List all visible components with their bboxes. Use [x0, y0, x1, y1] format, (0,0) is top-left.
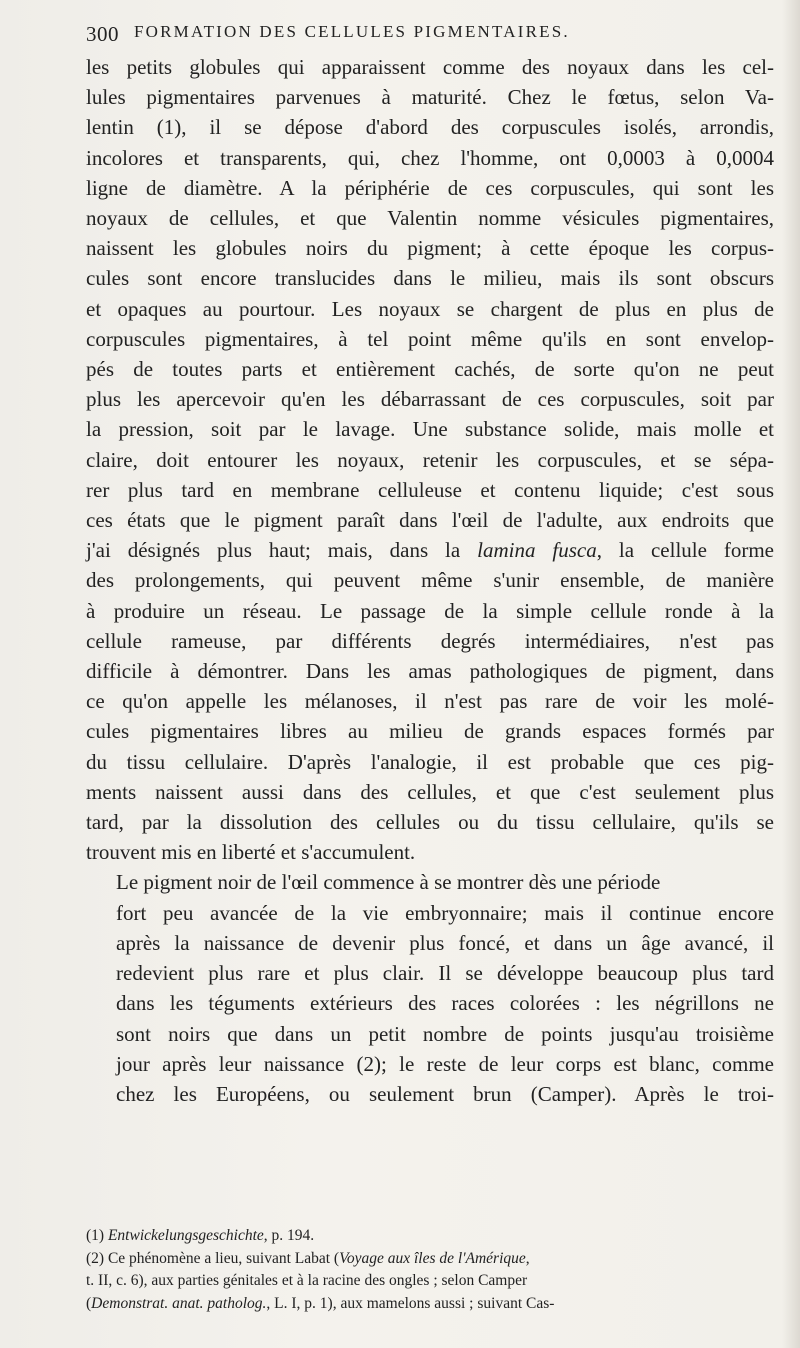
footnotes: [86, 1225, 776, 1315]
text-line: chez les Européens, ou seulement brun (Camper). Après le troi-: [116, 1081, 774, 1106]
text-line: incolores et transparents, qui, chez l'homme, ont 0,0003 à 0,0004: [86, 145, 774, 170]
footnote-text: Ce phénomène a lieu, suivant Labat (: [107, 1249, 340, 1267]
page-header: [86, 14, 726, 54]
paragraph-2: [86, 867, 774, 1109]
text-line: cules sont encore translucides dans le milieu, mais ils sont obscurs: [86, 266, 774, 291]
text-line: naissent les globules noirs du pigment; à cette époque les corpus-: [86, 236, 774, 261]
text-line: dans les téguments extérieurs des races colorées : les négrillons ne: [116, 991, 774, 1016]
footnote-text: , p. 194.: [263, 1227, 315, 1244]
text-line: ces états que le pigment paraît dans l'œil de l'adulte, aux endroits que: [86, 508, 774, 533]
text-line: redevient plus rare et plus clair. Il se développe beaucoup plus tard: [116, 961, 774, 986]
footnote-2-continuation: t. II, c. 6), aux parties génitales et à la racine des ongles ; selon Camper: [86, 1272, 528, 1289]
text-line: tard, par la dissolution des cellules ou du tissu cellulaire, qu'ils se: [86, 810, 774, 835]
footnote-text: , L. I, p. 1), aux mamelons aussi ; suivant Cas-: [266, 1294, 555, 1312]
running-title: FORMATION DES CELLULES PIGMENTAIRES.: [134, 22, 570, 41]
text-line: trouvent mis en liberté et s'accumulent.: [86, 840, 416, 865]
text-line: la pression, soit par le lavage. Une substance solide, mais molle et: [86, 417, 774, 442]
text-line: du tissu cellulaire. D'après l'analogie, il est probable que ces pig-: [86, 749, 774, 774]
text-line: des prolongements, qui peuvent même s'unir ensemble, de manière: [86, 568, 774, 593]
footnote-title: Demonstrat. anat. patholog.: [91, 1294, 267, 1312]
page-number: 300: [86, 22, 119, 46]
footnote-title: Voyage aux îles de l'Amérique: [339, 1249, 526, 1267]
footnote-text: (: [86, 1294, 92, 1312]
footnote-text: ,: [525, 1249, 530, 1267]
text-line: sont noirs que dans un petit nombre de points jusqu'au troisième: [116, 1021, 774, 1046]
text-line: cellule rameuse, par différents degrés intermédiaires, n'est pas: [86, 628, 774, 653]
text-line: Le pigment noir de l'œil commence à se montrer dès une période: [116, 870, 661, 895]
text-line: pés de toutes parts et entièrement cachés, de sorte qu'on ne peut: [86, 357, 774, 382]
text-line: ce qu'on appelle les mélanoses, il n'est pas rare de voir les molé-: [86, 689, 774, 714]
text-line: jour après leur naissance (2); le reste de leur corps est blanc, comme: [116, 1051, 774, 1076]
text-line: rer plus tard en membrane celluleuse et contenu liquide; c'est sous: [86, 477, 774, 502]
text-line: cules pigmentaires libres au milieu de grands espaces formés par: [86, 719, 774, 744]
text-line: lules pigmentaires parvenues à maturité. Chez le fœtus, selon Va-: [86, 85, 774, 110]
footnote-title: Entwickelungsgeschichte: [107, 1227, 264, 1244]
text-segment: j'ai désignés plus haut; mais, dans la: [86, 538, 478, 563]
text-line: ligne de diamètre. A la périphérie de ces corpuscules, qui sont les: [86, 175, 774, 200]
text-line: après la naissance de devenir plus foncé, et dans un âge avancé, il: [116, 930, 774, 955]
text-line: à produire un réseau. Le passage de la simple cellule ronde à la: [86, 598, 774, 623]
body-text: [86, 52, 774, 1109]
text-line: plus les apercevoir qu'en les débarrassant de ces corpuscules, soit par: [86, 387, 774, 412]
page-edge-shadow: [782, 0, 800, 1348]
text-line: lentin (1), il se dépose d'abord des corpuscules isolés, arrondis,: [86, 115, 774, 140]
paragraph-1: [86, 52, 774, 867]
text-line: fort peu avancée de la vie embryonnaire; mais il continue encore: [116, 900, 774, 925]
text-line: et opaques au pourtour. Les noyaux se chargent de plus en plus de: [86, 296, 774, 321]
text-line: les petits globules qui apparaissent comme des noyaux dans les cel-: [86, 55, 774, 79]
footnote-1: [86, 1225, 776, 1248]
text-line: noyaux de cellules, et que Valentin nomme vésicules pigmentaires,: [86, 206, 774, 231]
text-line: ments naissent aussi dans des cellules, et que c'est seulement plus: [86, 779, 774, 804]
footnote-2: [86, 1248, 776, 1271]
footnote-mark: (2): [86, 1249, 105, 1267]
italic-term: lamina fusca: [477, 538, 597, 563]
text-line: difficile à démontrer. Dans les amas pathologiques de pigment, dans: [86, 659, 774, 684]
text-line-with-italic: [86, 535, 774, 565]
text-segment: , la cellule forme: [596, 538, 775, 563]
text-line: claire, doit entourer les noyaux, retenir les corpuscules, et se sépa-: [86, 447, 774, 472]
text-line: corpuscules pigmentaires, à tel point même qu'ils en sont envelop-: [86, 326, 774, 351]
footnote-mark: (1): [86, 1227, 105, 1244]
footnote-2-continuation: [86, 1293, 776, 1316]
